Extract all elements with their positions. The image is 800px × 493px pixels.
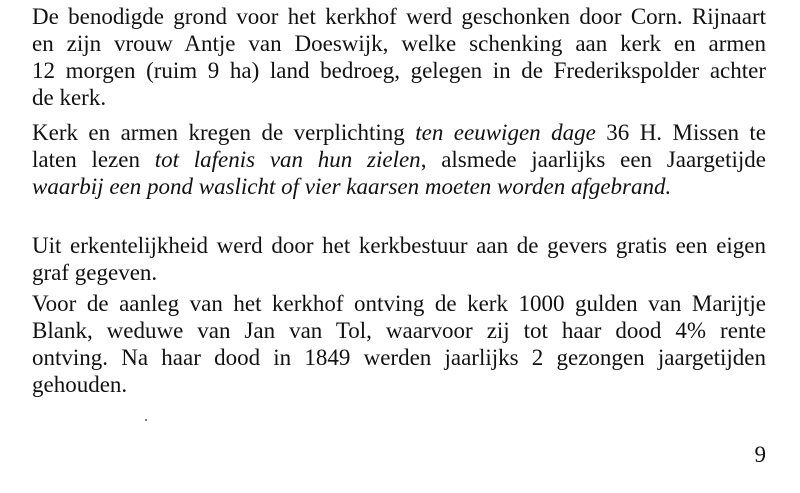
text-run: graf gegeven. bbox=[32, 260, 158, 285]
text-run: Blank, weduwe van Jan van Tol, waarvoor zij tot haar dood 4% rente bbox=[32, 318, 766, 343]
text-run: Voor de aanleg van het kerkhof ontving de kerk 1000 gulden van Marijtje bbox=[32, 291, 766, 316]
paragraph-funding bbox=[32, 290, 766, 398]
text-run: De benodigde grond voor het kerkhof werd geschonken door Corn. Rijnaart bbox=[32, 4, 766, 29]
text-run: , alsmede jaarlijks een Jaargetijde bbox=[420, 147, 766, 172]
text-run: gehouden. bbox=[32, 372, 128, 397]
text-line bbox=[32, 259, 766, 286]
italic-phrase: waarbij een pond waslicht of vier kaarsen moeten worden afgebrand. bbox=[32, 174, 672, 199]
text-run: Kerk en armen kregen de verplichting bbox=[32, 120, 416, 145]
text-run: laten lezen bbox=[32, 147, 155, 172]
text-line bbox=[32, 173, 766, 200]
paragraph-free-grave bbox=[32, 232, 766, 286]
text-run: 12 morgen (ruim 9 ha) land bedroeg, gelegen in de Frederikspolder achter bbox=[32, 58, 766, 83]
page-number: 9 bbox=[754, 442, 766, 467]
text-line bbox=[32, 317, 766, 344]
text-line bbox=[32, 119, 766, 146]
text-line bbox=[32, 344, 766, 371]
text-line bbox=[32, 3, 766, 30]
text-line bbox=[32, 371, 766, 398]
text-line bbox=[32, 57, 766, 84]
text-run: en zijn vrouw Antje van Doeswijk, welke schenking aan kerk en armen bbox=[32, 31, 766, 56]
text-line bbox=[32, 232, 766, 259]
paragraph-land-donation bbox=[32, 3, 766, 111]
text-line bbox=[32, 84, 766, 111]
text-run: 36 H. Missen te bbox=[595, 120, 766, 145]
text-run: de kerk. bbox=[32, 85, 107, 110]
italic-phrase: ten eeuwigen dage bbox=[415, 120, 596, 145]
text-line bbox=[32, 30, 766, 57]
italic-phrase: tot lafenis van hun zielen bbox=[154, 147, 421, 172]
text-run: Uit erkentelijkheid werd door het kerkbestuur aan de gevers gratis een eigen bbox=[32, 233, 766, 258]
text-line bbox=[32, 290, 766, 317]
paragraph-obligations bbox=[32, 119, 766, 200]
text-run: ontving. Na haar dood in 1849 werden jaarlijks 2 gezongen jaargetijden bbox=[32, 345, 766, 370]
scan-speck bbox=[145, 419, 147, 421]
text-line bbox=[32, 146, 766, 173]
